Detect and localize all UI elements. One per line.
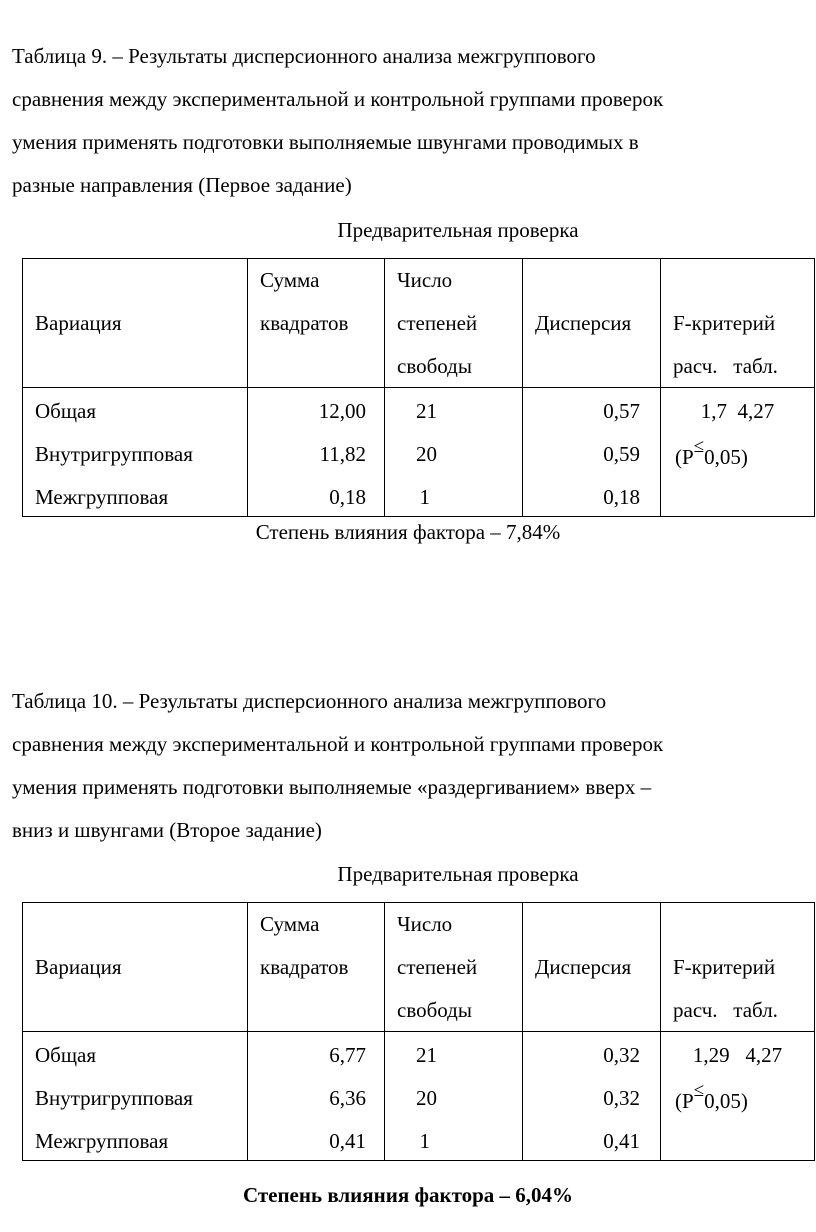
row-name: Внутригрупповая	[35, 442, 193, 466]
body-row	[23, 1032, 815, 1161]
table-10-caption	[12, 680, 802, 852]
df-value: 1	[419, 1129, 430, 1153]
df-value: 1	[419, 485, 430, 509]
caption-line: Таблица 10. – Результаты дисперсионного анализа межгруппового	[12, 689, 607, 713]
df-value: 20	[416, 1086, 437, 1110]
less-equal-sign: ≤	[693, 1080, 705, 1101]
p-level: (Р≤0,05)	[675, 1080, 748, 1113]
ss-value: 6,77	[329, 1043, 366, 1067]
caption-line: умения применять подготовки выполняемые швунгами проводимых в	[12, 130, 639, 154]
table-9-factor: Степень влияния фактора – 7,84%	[255, 520, 561, 544]
ss-value: 0,41	[329, 1129, 366, 1153]
header-sum-squares: Сумма квадратов	[248, 259, 385, 388]
disp-value: 0,41	[603, 1129, 640, 1153]
header-dispersion: Дисперсия	[523, 259, 661, 388]
header-sum-squares: Сумма квадратов	[248, 903, 385, 1032]
dispersion-values	[523, 1032, 661, 1161]
table-9-subtitle: Предварительная проверка	[337, 218, 579, 242]
f-criterion-values	[661, 388, 815, 517]
table-10-subtitle: Предварительная проверка	[337, 862, 579, 886]
header-f-criterion: F-критерий расч. табл.	[661, 903, 815, 1032]
variation-names	[23, 388, 248, 517]
ss-value: 6,36	[329, 1086, 366, 1110]
caption-line: сравнения между экспериментальной и контрольной группами проверок	[12, 87, 664, 111]
table-9-caption	[12, 35, 802, 207]
caption-line: Таблица 9. – Результаты дисперсионного анализа межгруппового	[12, 44, 596, 68]
disp-value: 0,18	[603, 485, 640, 509]
header-degrees-freedom: Число степеней свободы	[385, 259, 523, 388]
body-row	[23, 388, 815, 517]
anova-table-10	[22, 902, 815, 1161]
variation-names	[23, 1032, 248, 1161]
dispersion-values	[523, 388, 661, 517]
header-dispersion: Дисперсия	[523, 903, 661, 1032]
table-10-factor: Степень влияния фактора – 6,04%	[242, 1183, 574, 1207]
p-level: (Р≤0,05)	[675, 436, 748, 469]
ss-value: 12,00	[318, 399, 366, 423]
header-row	[23, 903, 815, 1032]
row-name: Межгрупповая	[35, 1129, 169, 1153]
caption-line: умения применять подготовки выполняемые «раздергиванием» вверх –	[12, 775, 652, 799]
caption-line: разные направления (Первое задание)	[12, 173, 352, 197]
row-name: Межгрупповая	[35, 485, 169, 509]
f-values: 1,7 4,27	[700, 399, 775, 423]
row-name: Общая	[35, 399, 97, 423]
header-f-criterion: F-критерий расч. табл.	[661, 259, 815, 388]
ss-value: 0,18	[329, 485, 366, 509]
header-row	[23, 259, 815, 388]
f-criterion-values	[661, 1032, 815, 1161]
disp-value: 0,32	[603, 1043, 640, 1067]
disp-value: 0,57	[603, 399, 640, 423]
row-name: Общая	[35, 1043, 97, 1067]
header-variation: Вариация	[23, 903, 248, 1032]
ss-value: 11,82	[319, 442, 366, 466]
df-value: 21	[416, 1043, 437, 1067]
row-name: Внутригрупповая	[35, 1086, 193, 1110]
anova-table-9	[22, 258, 815, 517]
caption-line: вниз и швунгами (Второе задание)	[12, 818, 322, 842]
caption-line: сравнения между экспериментальной и контрольной группами проверок	[12, 732, 664, 756]
f-values: 1,29 4,27	[692, 1043, 783, 1067]
df-value: 20	[416, 442, 437, 466]
disp-value: 0,32	[603, 1086, 640, 1110]
header-degrees-freedom: Число степеней свободы	[385, 903, 523, 1032]
disp-value: 0,59	[603, 442, 640, 466]
less-equal-sign: ≤	[693, 436, 705, 457]
header-variation: Вариация	[23, 259, 248, 388]
degrees-values	[385, 1032, 523, 1161]
sum-squares-values	[248, 1032, 385, 1161]
df-value: 21	[416, 399, 437, 423]
sum-squares-values	[248, 388, 385, 517]
degrees-values	[385, 388, 523, 517]
